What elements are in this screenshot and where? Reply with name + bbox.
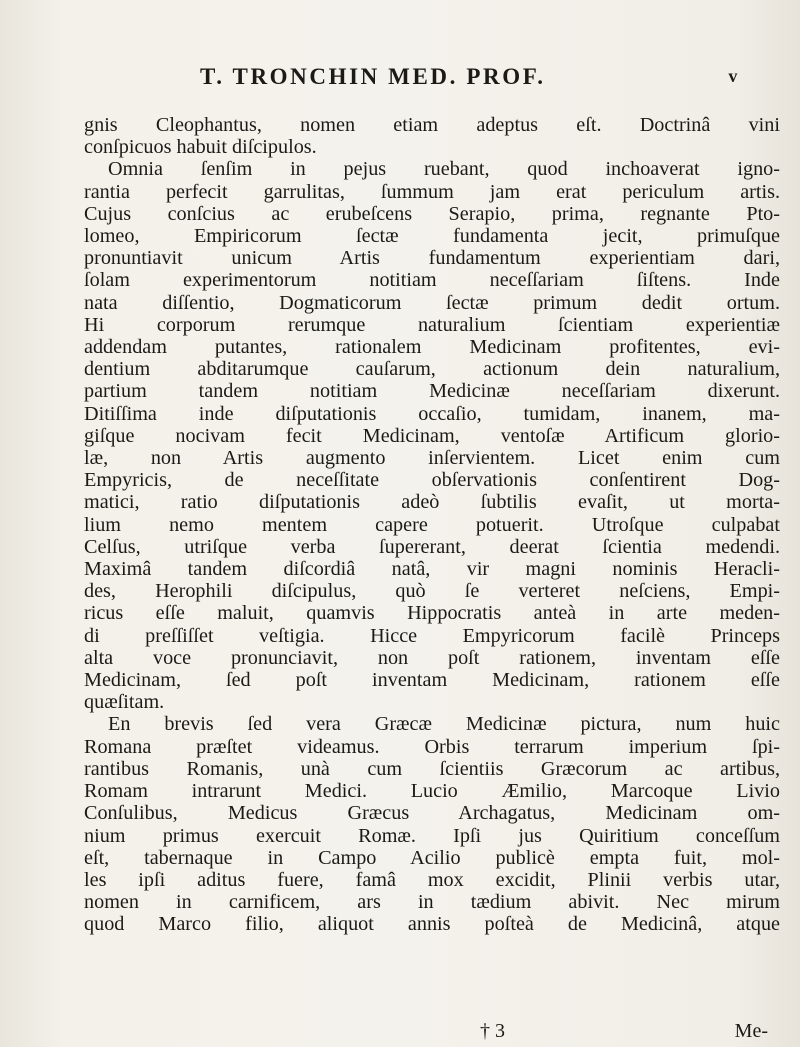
text-line: læ, non Artis augmento inſervientem. Licet enim cum [84,447,780,470]
text-line: des, Herophili diſcipulus, quò ſe verteret neſciens, Empi- [84,580,780,603]
text-line: conſpicuos habuit diſcipulos. [84,136,317,159]
text-line: alta voce pronunciavit, non poſt rationem, inventam eſſe [84,646,780,669]
signature-mark: † 3 [480,1020,505,1042]
text-line: nomen in carnificem, ars in tædium abivit. Nec mirum [84,891,780,914]
text-line: ſolam experimentorum notitiam neceſſariam ſiſtens. Inde [84,269,780,292]
text-line: Conſulibus, Medicus Græcus Archagatus, Medicinam om- [84,802,780,825]
text-line: lomeo, Empiricorum ſectæ fundamenta jecit, primuſque [84,225,780,248]
text-line: rantibus Romanis, unà cum ſcientiis Græcorum ac artibus, [84,757,780,780]
text-line: dentium abditarumque cauſarum, actionum dein naturalium, [84,358,780,381]
page-footer [84,1020,780,1044]
text-line: addendam putantes, rationalem Medicinam profitentes, evi- [84,336,780,359]
text-line: ricus eſſe maluit, quamvis Hippocratis anteà in arte meden- [84,602,780,625]
text-line: eſt, tabernaque in Campo Acilio publicè empta fuit, mol- [84,846,780,869]
text-line: Maximâ tandem diſcordiâ natâ, vir magni nominis Heracli- [84,558,780,581]
text-line: rantia perfecit garrulitas, ſummum jam erat periculum artis. [84,180,780,203]
text-line: quod Marco filio, aliquot annis poſteà de Medicinâ, atque [84,913,780,936]
body-text [84,114,780,936]
text-line: pronuntiavit unicum Artis fundamentum experientiam dari, [84,247,780,270]
text-line: Romana præſtet videamus. Orbis terrarum imperium ſpi- [84,735,780,758]
text-line: En brevis ſed vera Græcæ Medicinæ pictura, num huic [108,713,780,736]
text-line: Empyricis, de neceſſitate obſervationis conſentirent Dog- [84,469,780,492]
catchword: Me- [734,1020,768,1042]
text-line: lium nemo mentem capere potuerit. Utroſque culpabat [84,513,780,536]
text-line: gnis Cleophantus, nomen etiam adeptus eſt. Doctrinâ vini [84,114,780,136]
text-line: Ditiſſima inde diſputationis occaſio, tumidam, inanem, ma- [84,402,780,425]
text-line: giſque nocivam fecit Medicinam, ventoſæ Artificum glorio- [84,424,780,447]
running-title: T. TRONCHIN MED. PROF. [200,64,546,89]
text-line: Omnia ſenſim in pejus ruebant, quod inchoaverat igno- [108,158,780,181]
text-line: Romam intrarunt Medici. Lucio Æmilio, Marcoque Livio [84,780,780,803]
text-line: partium tandem notitiam Medicinæ neceſſariam dixerunt. [84,380,780,403]
text-line: Cujus conſcius ac erubeſcens Serapio, prima, regnante Pto- [84,202,780,225]
text-line: di preſſiſſet veſtigia. Hicce Empyricorum facilè Princeps [84,624,780,647]
text-line: les ipſi aditus fuere, famâ mox excidit, Plinii verbis utar, [84,868,780,891]
text-line: nata diſſentio, Dogmaticorum ſectæ primum dedit ortum. [84,291,780,314]
text-line: Celſus, utriſque verba ſupererant, deerat ſcientia medendi. [84,535,780,558]
text-line: Hi corporum rerumque naturalium ſcientiam experientiæ [84,313,780,336]
text-line: nium primus exercuit Romæ. Ipſi jus Quiritium conceſſum [84,824,780,847]
text-line: matici, ratio diſputationis adeò ſubtilis evaſit, ut morta- [84,491,780,514]
text-line: Medicinam, ſed poſt inventam Medicinam, rationem eſſe [84,669,780,692]
text-line: quæſitam. [84,691,165,714]
folio-number: v [728,66,740,86]
